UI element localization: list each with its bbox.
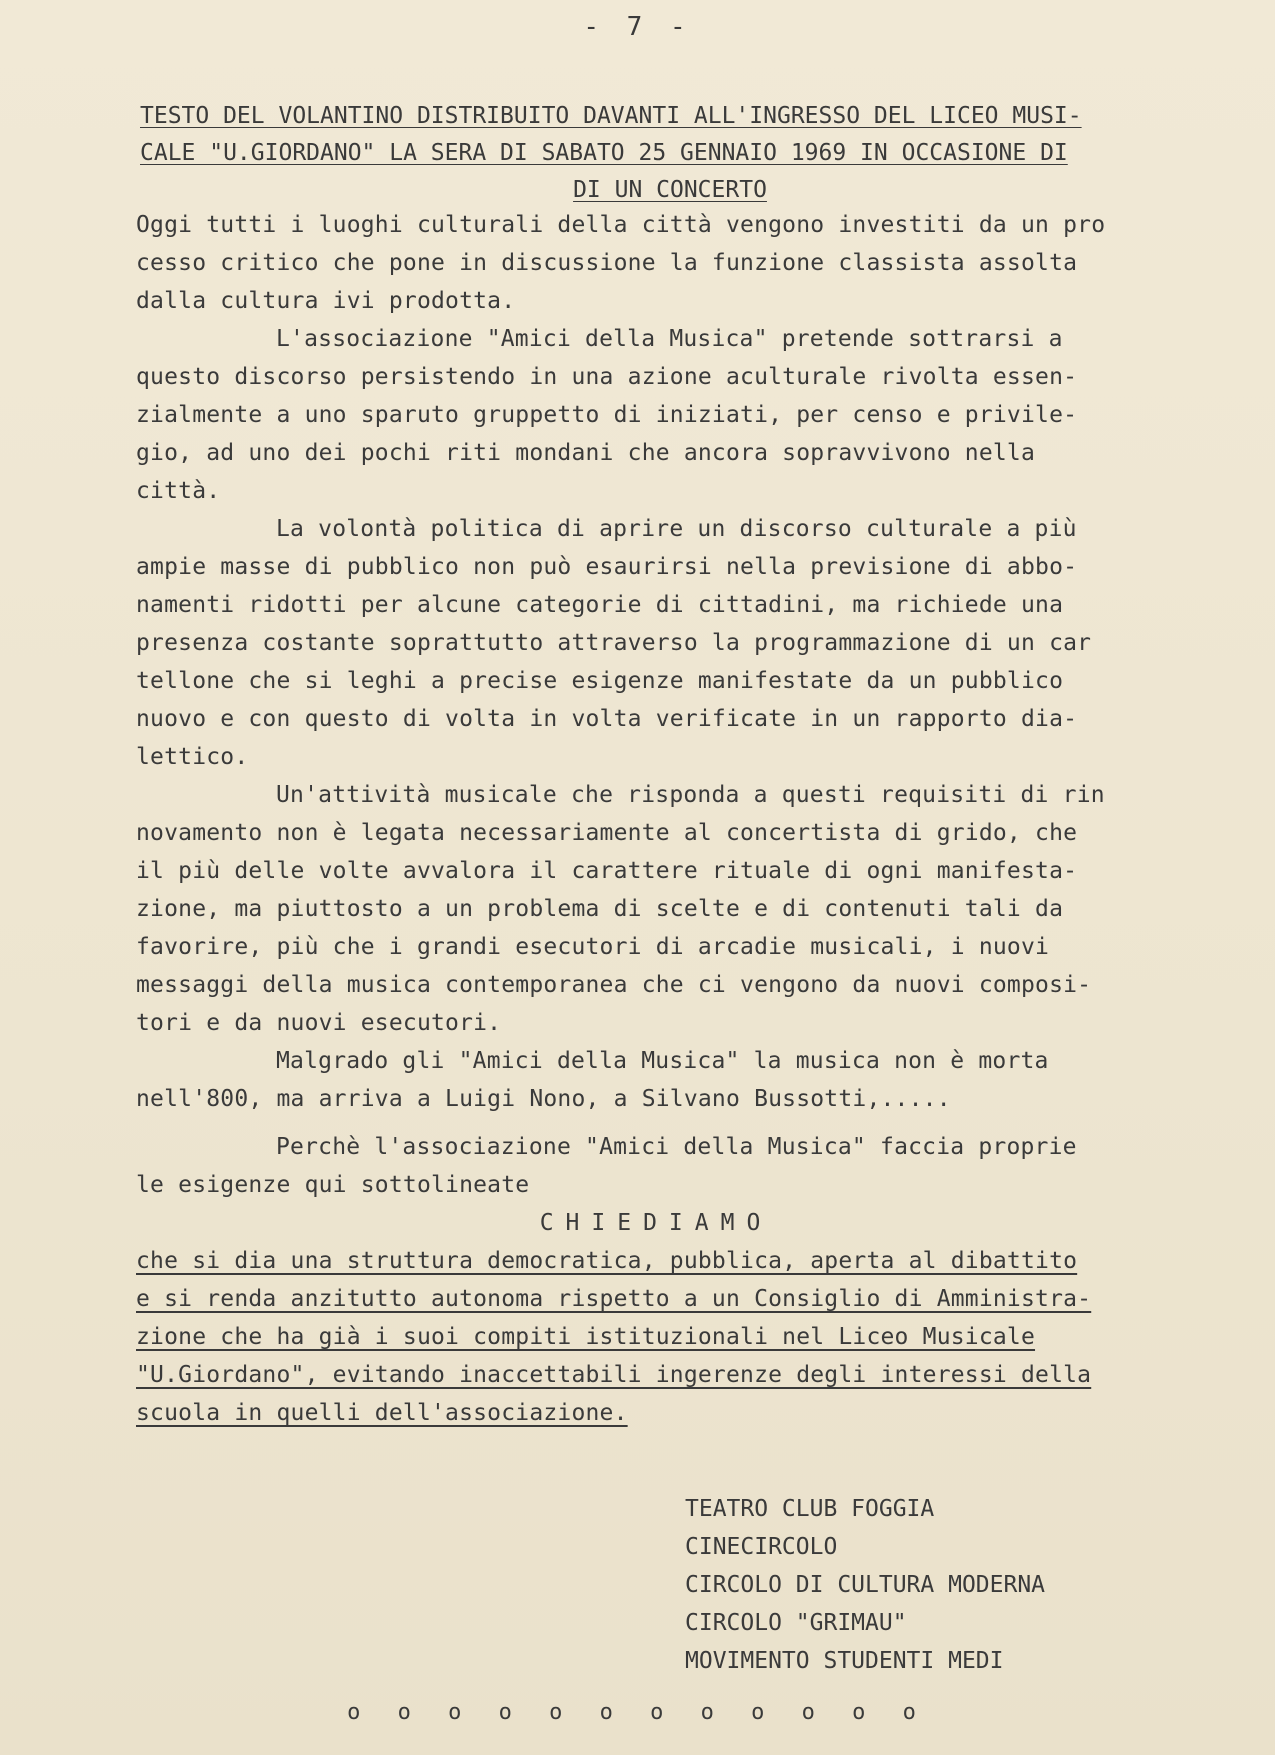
text-line: lettico. [136, 744, 249, 770]
text-line: Malgrado gli "Amici della Musica" la musica non è morta [276, 1048, 1049, 1074]
footer-ornament: o o o o o o o o o o o o [347, 1700, 928, 1725]
text-line: "U.Giordano", evitando inaccettabili ingerenze degli interessi della [136, 1362, 1092, 1388]
text-line: città. [136, 478, 221, 504]
paragraph [136, 1128, 1216, 1204]
text-line: novamento non è legata necessariamente al concertista di grido, che [136, 820, 1078, 846]
request-heading: CHIEDIAMO [539, 1210, 773, 1236]
text-line: presenza costante soprattutto attraverso la programmazione di un car [136, 630, 1092, 656]
paragraph [136, 776, 1216, 1042]
text-line: il più delle volte avvalora il carattere rituale di ogni manifesta- [136, 858, 1078, 884]
document-title [140, 98, 1200, 209]
text-line: zialmente a uno sparuto gruppetto di iniziati, per censo e privile- [136, 402, 1078, 428]
signatory: MOVIMENTO STUDENTI MEDI [685, 1648, 1004, 1674]
text-line: questo discorso persistendo in una azione aculturale rivolta essen- [136, 364, 1078, 390]
signatory: CIRCOLO DI CULTURA MODERNA [685, 1572, 1046, 1598]
text-line: tellone che si leghi a precise esigenze manifestate da un pubblico [136, 668, 1064, 694]
text-line: favorire, più che i grandi esecutori di arcadie musicali, i nuovi [136, 934, 1050, 960]
text-line: messaggi della musica contemporanea che ci vengono da nuovi composi- [136, 972, 1092, 998]
text-line: tori e da nuovi esecutori. [136, 1010, 502, 1036]
text-line: nuovo e con questo di volta in volta verificate in un rapporto dia- [136, 706, 1078, 732]
text-line: Perchè l'associazione "Amici della Musica" faccia proprie [276, 1134, 1077, 1160]
text-line: gio, ad uno dei pochi riti mondani che ancora sopravvivono nella [136, 440, 1036, 466]
text-line: Un'attività musicale che risponda a questi requisiti di rin [276, 782, 1105, 808]
title-line: DI UN CONCERTO [573, 177, 767, 203]
text-line: cesso critico che pone in discussione la funzione classista assolta [136, 250, 1078, 276]
signatory: TEATRO CLUB FOGGIA [685, 1496, 935, 1522]
text-line: che si dia una struttura democratica, pubblica, aperta al dibattito [136, 1248, 1078, 1274]
demands-block [136, 1242, 1216, 1432]
text-line: dalla cultura ivi prodotta. [136, 288, 516, 314]
text-line: le esigenze qui sottolineate [136, 1172, 530, 1198]
text-line: scuola in quelli dell'associazione. [136, 1400, 628, 1426]
paragraph [136, 206, 1216, 320]
text-line: L'associazione "Amici della Musica" pretende sottrarsi a [276, 326, 1063, 352]
text-line: e si renda anzitutto autonoma rispetto a un Consiglio di Amministra- [136, 1286, 1092, 1312]
paragraph [136, 510, 1216, 776]
text-line: zione, ma piuttosto a un problema di scelte e di contenuti tali da [136, 896, 1064, 922]
signatories [685, 1490, 1045, 1680]
text-line: ampie masse di pubblico non può esaurirsi nella previsione di abbo- [136, 554, 1078, 580]
title-line: TESTO DEL VOLANTINO DISTRIBUITO DAVANTI ALL'INGRESSO DEL LICEO MUSI- [140, 103, 1082, 129]
page-number: - 7 - [583, 12, 692, 42]
signatory: CINECIRCOLO [685, 1534, 838, 1560]
signatory: CIRCOLO "GRIMAU" [685, 1610, 907, 1636]
text-line: zione che ha già i suoi compiti istituzionali nel Liceo Musicale [136, 1324, 1036, 1350]
paragraph [136, 320, 1216, 510]
document-body [136, 206, 1216, 1432]
text-line: namenti ridotti per alcune categorie di cittadini, ma richiede una [136, 592, 1064, 618]
text-line: Oggi tutti i luoghi culturali della città vengono investiti da un pro [136, 212, 1106, 238]
text-line: La volontà politica di aprire un discorso culturale a più [276, 516, 1077, 542]
title-line: CALE "U.GIORDANO" LA SERA DI SABATO 25 GENNAIO 1969 IN OCCASIONE DI [140, 140, 1068, 166]
paragraph [136, 1042, 1216, 1118]
text-line: nell'800, ma arriva a Luigi Nono, a Silvano Bussotti,..... [136, 1086, 951, 1112]
